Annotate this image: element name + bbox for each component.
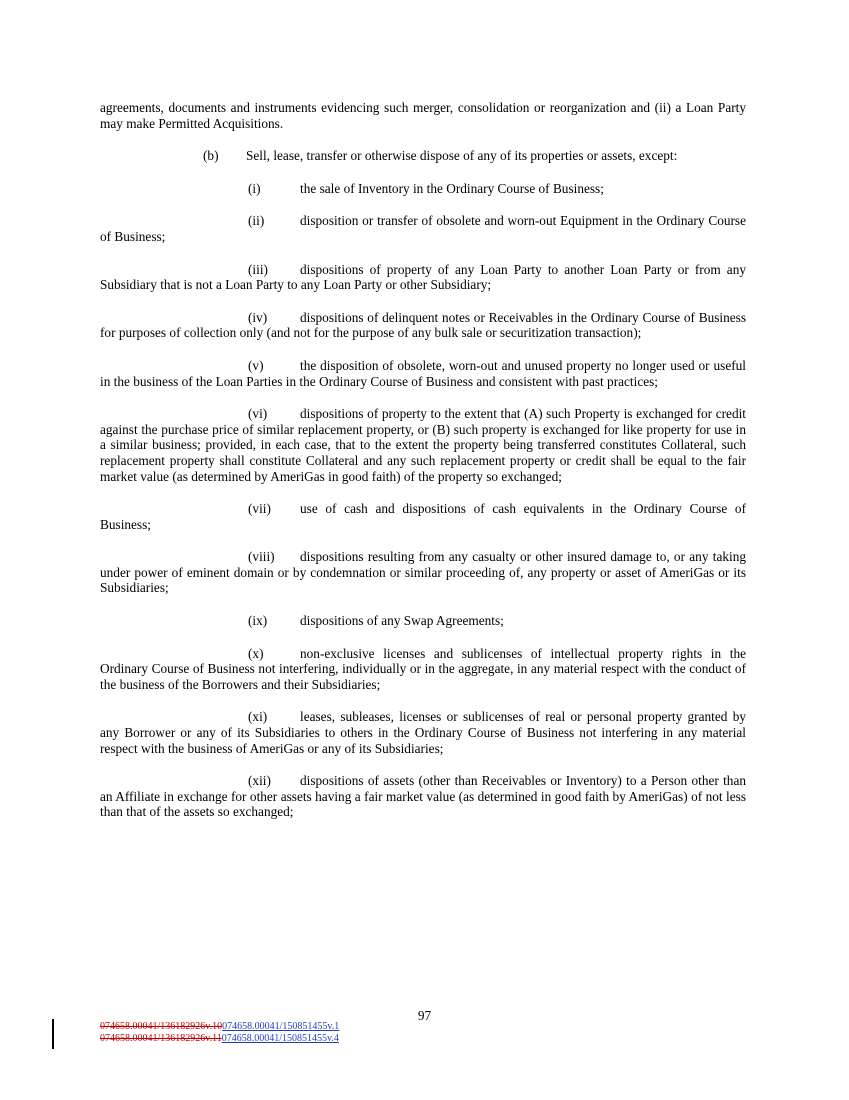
list-item: [100, 262, 746, 293]
list-item-text: dispositions of any Swap Agreements;: [300, 613, 504, 629]
list-item: [100, 549, 746, 596]
list-item-number: (ix): [248, 613, 268, 629]
body-text: [100, 100, 746, 837]
list-item-text: use of cash and dispositions of cash equivalents in the Ordinary Course of Business;: [100, 501, 746, 532]
list-item-number: (viii): [248, 549, 275, 565]
list-item: [100, 773, 746, 820]
footer-line-2: [100, 1033, 339, 1045]
list-item: [100, 501, 746, 532]
list-item-number: (xii): [248, 773, 271, 789]
list-item-number: (iii): [248, 261, 268, 277]
list-item: [100, 213, 746, 244]
list-item-text: the sale of Inventory in the Ordinary Course of Business;: [300, 180, 604, 196]
list-item-number: (vi): [248, 406, 268, 422]
list-item-number: (ii): [248, 213, 265, 229]
list-item: [100, 358, 746, 389]
list-item-number: (i): [248, 180, 261, 196]
list-item-text: dispositions of property to the extent that (A) such Property is exchanged for credit against the purchase price of similar replacement property, or (B) such property is exchanged for like property for use in a similar business; provided, in each case, that to the extent the property being transferred constitutes Collateral, such replacement property shall constitute Collateral and any such replacement property or credit shall be equal to the fair market value (as determined by AmeriGas in good faith) of the property so exchanged;: [100, 406, 746, 484]
list-item: [100, 646, 746, 693]
footer-line-1: [100, 1021, 339, 1033]
list-item-text: leases, subleases, licenses or sublicenses of real or personal property granted by any Borrower or any of its Subsidiaries to others in the Ordinary Course of Business not interfering in any material respect with the business of AmeriGas or any of its Subsidiaries;: [100, 709, 746, 756]
list-item-text: dispositions of assets (other than Receivables or Inventory) to a Person other than an Affiliate in exchange for other assets having a fair market value (as determined in good faith by AmeriGas) of not less than that of the assets so exchanged;: [100, 773, 746, 820]
list-item-text: dispositions of property of any Loan Party to another Loan Party or from any Subsidiary that is not a Loan Party to any Loan Party or other Subsidiary;: [100, 261, 746, 293]
list-item-text: the disposition of obsolete, worn-out and unused property no longer used or useful in the business of the Loan Parties in the Ordinary Course of Business and consistent with past practices;: [100, 357, 746, 389]
footer-deleted-id-1: 074658.00041/136182926v.10: [100, 1021, 223, 1032]
list-item-number: (iv): [248, 309, 268, 325]
page-number: 97: [417, 1008, 432, 1023]
list-item: [100, 181, 746, 197]
list-item: [100, 406, 746, 484]
list-item: [100, 310, 746, 341]
list-item: [100, 613, 746, 629]
list-item-text: non-exclusive licenses and sublicenses of intellectual property rights in the Ordinary Course of Business not interfering, individually or in the aggregate, in any material respect with the conduct of the business of the Borrowers and their Subsidiaries;: [100, 645, 746, 692]
list-item-text: disposition or transfer of obsolete and worn-out Equipment in the Ordinary Course of Business;: [100, 213, 746, 244]
change-bar: [52, 1019, 54, 1049]
list-item-number: (v): [248, 357, 264, 373]
intro-paragraph: agreements, documents and instruments evidencing such merger, consolidation or reorganization and (ii) a Loan Party may make Permitted Acquisitions.: [100, 100, 746, 131]
clause-b-text: Sell, lease, transfer or otherwise dispose of any of its properties or assets, except:: [246, 148, 678, 164]
document-footer: [100, 1021, 339, 1045]
list-item-number: (x): [248, 645, 264, 661]
list-item-text: dispositions resulting from any casualty or other insured damage to, or any taking under power of eminent domain or by condemnation or similar proceeding of, any property or asset of AmeriGas or its Subsidiaries;: [100, 549, 746, 596]
footer-deleted-id-2: 074658.00041/136182926v.11: [100, 1033, 222, 1044]
disposition-list: [100, 181, 746, 820]
clause-b: [100, 148, 746, 164]
list-item-number: (vii): [248, 501, 271, 517]
list-item-number: (xi): [248, 709, 268, 725]
clause-b-number: (b): [203, 148, 219, 164]
list-item: [100, 709, 746, 756]
footer-inserted-id-1: 074658.00041/150851455v.1: [222, 1021, 340, 1032]
footer-inserted-id-2: 074658.00041/150851455v.4: [221, 1033, 339, 1044]
list-item-text: dispositions of delinquent notes or Receivables in the Ordinary Course of Business for purposes of collection only (and not for the purpose of any bulk sale or securitization transaction);: [100, 309, 746, 341]
